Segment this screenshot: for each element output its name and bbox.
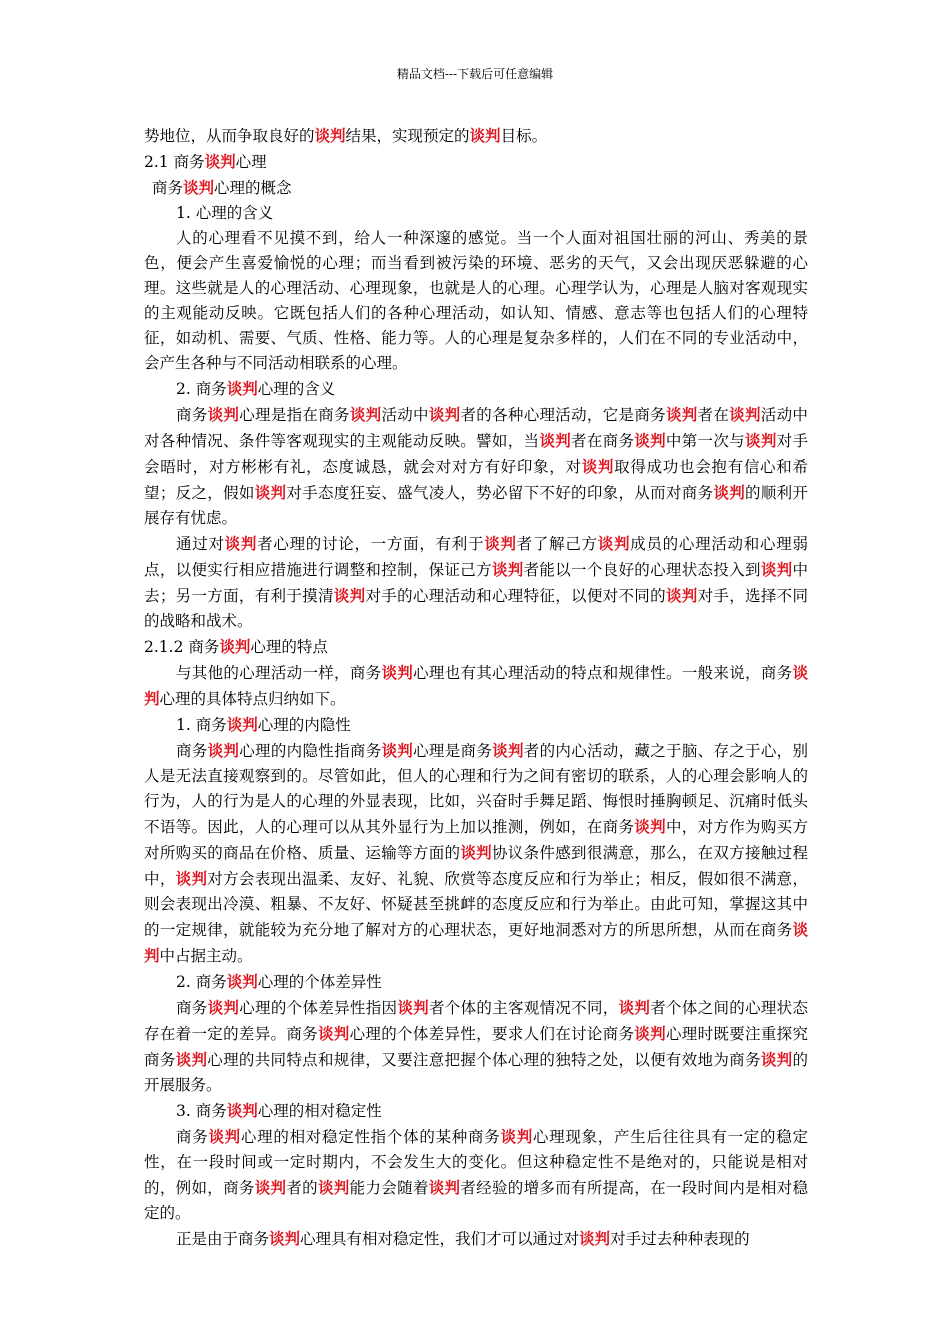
keyword-highlight: 谈判 — [254, 1178, 287, 1197]
keyword-highlight: 谈判 — [428, 405, 461, 424]
keyword-highlight: 谈判 — [579, 1229, 611, 1248]
keyword-highlight: 谈判 — [397, 998, 429, 1017]
keyword-highlight: 谈判 — [183, 178, 215, 197]
paragraph: 通过对谈判者心理的讨论，一方面，有利于谈判者了解己方谈判成员的心理活动和心理弱点，以便实行相应措施进行调整和控制，保证己方谈判者能以一个良好的心理状态投入到谈判中去；另一方面，有利于摸清谈判对手的心理活动和心理特征，以便对不同的谈判对手，选择不同的战略和战术。 — [144, 534, 808, 630]
item-heading: 1. 心理的含义 — [176, 204, 274, 222]
keyword-highlight: 谈判 — [207, 405, 240, 424]
subsection-heading: 商务谈判心理的概念 — [152, 178, 292, 197]
keyword-highlight: 谈判 — [144, 663, 808, 708]
keyword-highlight: 谈判 — [219, 637, 251, 656]
keyword-highlight: 谈判 — [634, 817, 666, 836]
keyword-highlight: 谈判 — [207, 998, 240, 1017]
keyword-highlight: 谈判 — [760, 1050, 793, 1069]
keyword-highlight: 谈判 — [269, 1229, 301, 1248]
keyword-highlight: 谈判 — [713, 483, 746, 502]
keyword-highlight: 谈判 — [226, 1101, 258, 1120]
page-header: 精品文档---下载后可任意编辑 — [396, 67, 554, 81]
keyword-highlight: 谈判 — [500, 1127, 533, 1146]
keyword-highlight: 谈判 — [634, 431, 666, 450]
keyword-highlight: 谈判 — [175, 1050, 208, 1069]
keyword-highlight: 谈判 — [204, 152, 236, 171]
keyword-highlight: 谈判 — [226, 379, 258, 398]
keyword-highlight: 谈判 — [226, 972, 258, 991]
keyword-highlight: 谈判 — [618, 998, 651, 1017]
keyword-highlight: 谈判 — [144, 920, 808, 965]
keyword-highlight: 谈判 — [208, 1127, 241, 1146]
paragraph: 与其他的心理活动一样，商务谈判心理也有其心理活动的特点和规律性。一般来说，商务谈判心理的具体特点归纳如下。 — [144, 663, 808, 708]
keyword-highlight: 谈判 — [760, 560, 793, 579]
keyword-highlight: 谈判 — [597, 534, 631, 553]
keyword-highlight: 谈判 — [314, 126, 346, 145]
paragraph: 商务谈判心理的个体差异性指因谈判者个体的主客观情况不同，谈判者个体之间的心理状态存在着一定的差异。商务谈判心理的个体差异性，要求人们在讨论商务谈判心理时既要注重探究商务谈判心理的共同特点和规律，又要注意把握个体心理的独特之处，以便有效地为商务谈判的开展服务。 — [144, 998, 808, 1094]
keyword-highlight: 谈判 — [207, 741, 240, 760]
keyword-highlight: 谈判 — [745, 431, 777, 450]
keyword-highlight: 谈判 — [469, 126, 501, 145]
item-heading: 1. 商务谈判心理的内隐性 — [176, 715, 351, 734]
keyword-highlight: 谈判 — [729, 405, 761, 424]
keyword-highlight: 谈判 — [492, 741, 524, 760]
keyword-highlight: 谈判 — [349, 405, 382, 424]
keyword-highlight: 谈判 — [581, 457, 615, 476]
keyword-highlight: 谈判 — [484, 534, 517, 553]
keyword-highlight: 谈判 — [381, 741, 414, 760]
keyword-highlight: 谈判 — [333, 586, 366, 605]
keyword-highlight: 谈判 — [226, 715, 258, 734]
keyword-highlight: 谈判 — [460, 843, 492, 862]
item-heading: 3. 商务谈判心理的相对稳定性 — [176, 1101, 382, 1120]
keyword-highlight: 谈判 — [634, 1024, 666, 1043]
section-heading: 2.1 商务谈判心理 — [144, 152, 267, 171]
keyword-highlight: 谈判 — [381, 663, 414, 682]
paragraph: 人的心理看不见摸不到，给人一种深邃的感觉。当一个人面对祖国壮丽的河山、秀美的景色，便会产生喜爱愉悦的心理；而当看到被污染的环境、恶劣的天气，又会出现厌恶躲避的心理。这些就是人的心理活动、心理现象，也就是人的心理。心理学认为，心理是人脑对客观现实的主观能动反映。它既包括人们的各种心理活动，如认知、情感、意志等也包括人们的心理特征，如动机、需要、气质、性格、能力等。人的心理是复杂多样的，人们在不同的专业活动中，会产生各种与不同活动相联系的心理。 — [144, 229, 808, 372]
keyword-highlight: 谈判 — [224, 534, 258, 553]
keyword-highlight: 谈判 — [491, 560, 524, 579]
keyword-highlight: 谈判 — [254, 483, 287, 502]
paragraph: 商务谈判心理是指在商务谈判活动中谈判者的各种心理活动，它是商务谈判者在谈判活动中对各种情况、条件等客观现实的主观能动反映。譬如，当谈判者在商务谈判中第一次与谈判对手会晤时，对方彬彬有礼，态度诚恳，就会对对方有好印象，对谈判取得成功也会抱有信心和希望；反之，假如谈判对手态度狂妄、盛气凌人，势必留下不好的印象，从而对商务谈判的顺利开展存有忧虑。 — [144, 405, 808, 527]
paragraph: 商务谈判心理的相对稳定性指个体的某种商务谈判心理现象，产生后往往具有一定的稳定性，在一段时间或一定时期内，不会发生大的变化。但这种稳定性不是绝对的，只能说是相对的，例如，商务谈判者的谈判能力会随着谈判者经验的增多而有所提高，在一段时间内是相对稳定的。 — [144, 1127, 808, 1222]
keyword-highlight: 谈判 — [317, 1178, 350, 1197]
paragraph: 商务谈判心理的内隐性指商务谈判心理是商务谈判者的内心活动，藏之于脑、存之于心，别人是无法直接观察到的。尽管如此，但人的心理和行为之间有密切的联系，人的心理会影响人的行为，人的行为是人的心理的外显表现，比如，兴奋时手舞足蹈、悔恨时捶胸顿足、沉痛时低头不语等。因此，人的心理可以从其外显行为上加以推测，例如，在商务谈判中，对方作为购买方对所购买的商品在价格、质量、运输等方面的谈判协议条件感到很满意，那么，在双方接触过程中，谈判对方会表现出温柔、友好、礼貌、欣赏等态度反应和行为举止；相反，假如很不满意，则会表现出冷漠、粗暴、不友好、怀疑甚至挑衅的态度反应和行为举止。由此可知，掌握这其中的一定规律，就能较为充分地了解对方的心理状态，更好地洞悉对方的所思所想，从而在商务谈判中占据主动。 — [144, 741, 808, 965]
paragraph: 正是由于商务谈判心理具有相对稳定性，我们才可以通过对谈判对手过去种种表现的 — [176, 1229, 750, 1248]
keyword-highlight: 谈判 — [428, 1178, 461, 1197]
keyword-highlight: 谈判 — [317, 1024, 350, 1043]
keyword-highlight: 谈判 — [539, 431, 572, 450]
keyword-highlight: 谈判 — [175, 869, 208, 888]
paragraph: 势地位，从而争取良好的谈判结果，实现预定的谈判目标。 — [144, 126, 548, 145]
document-body — [144, 123, 808, 1252]
keyword-highlight: 谈判 — [665, 405, 698, 424]
item-heading: 2. 商务谈判心理的个体差异性 — [176, 972, 382, 991]
keyword-highlight: 谈判 — [665, 586, 698, 605]
item-heading: 2. 商务谈判心理的含义 — [176, 379, 336, 398]
section-heading: 2.1.2 商务谈判心理的特点 — [144, 637, 328, 656]
